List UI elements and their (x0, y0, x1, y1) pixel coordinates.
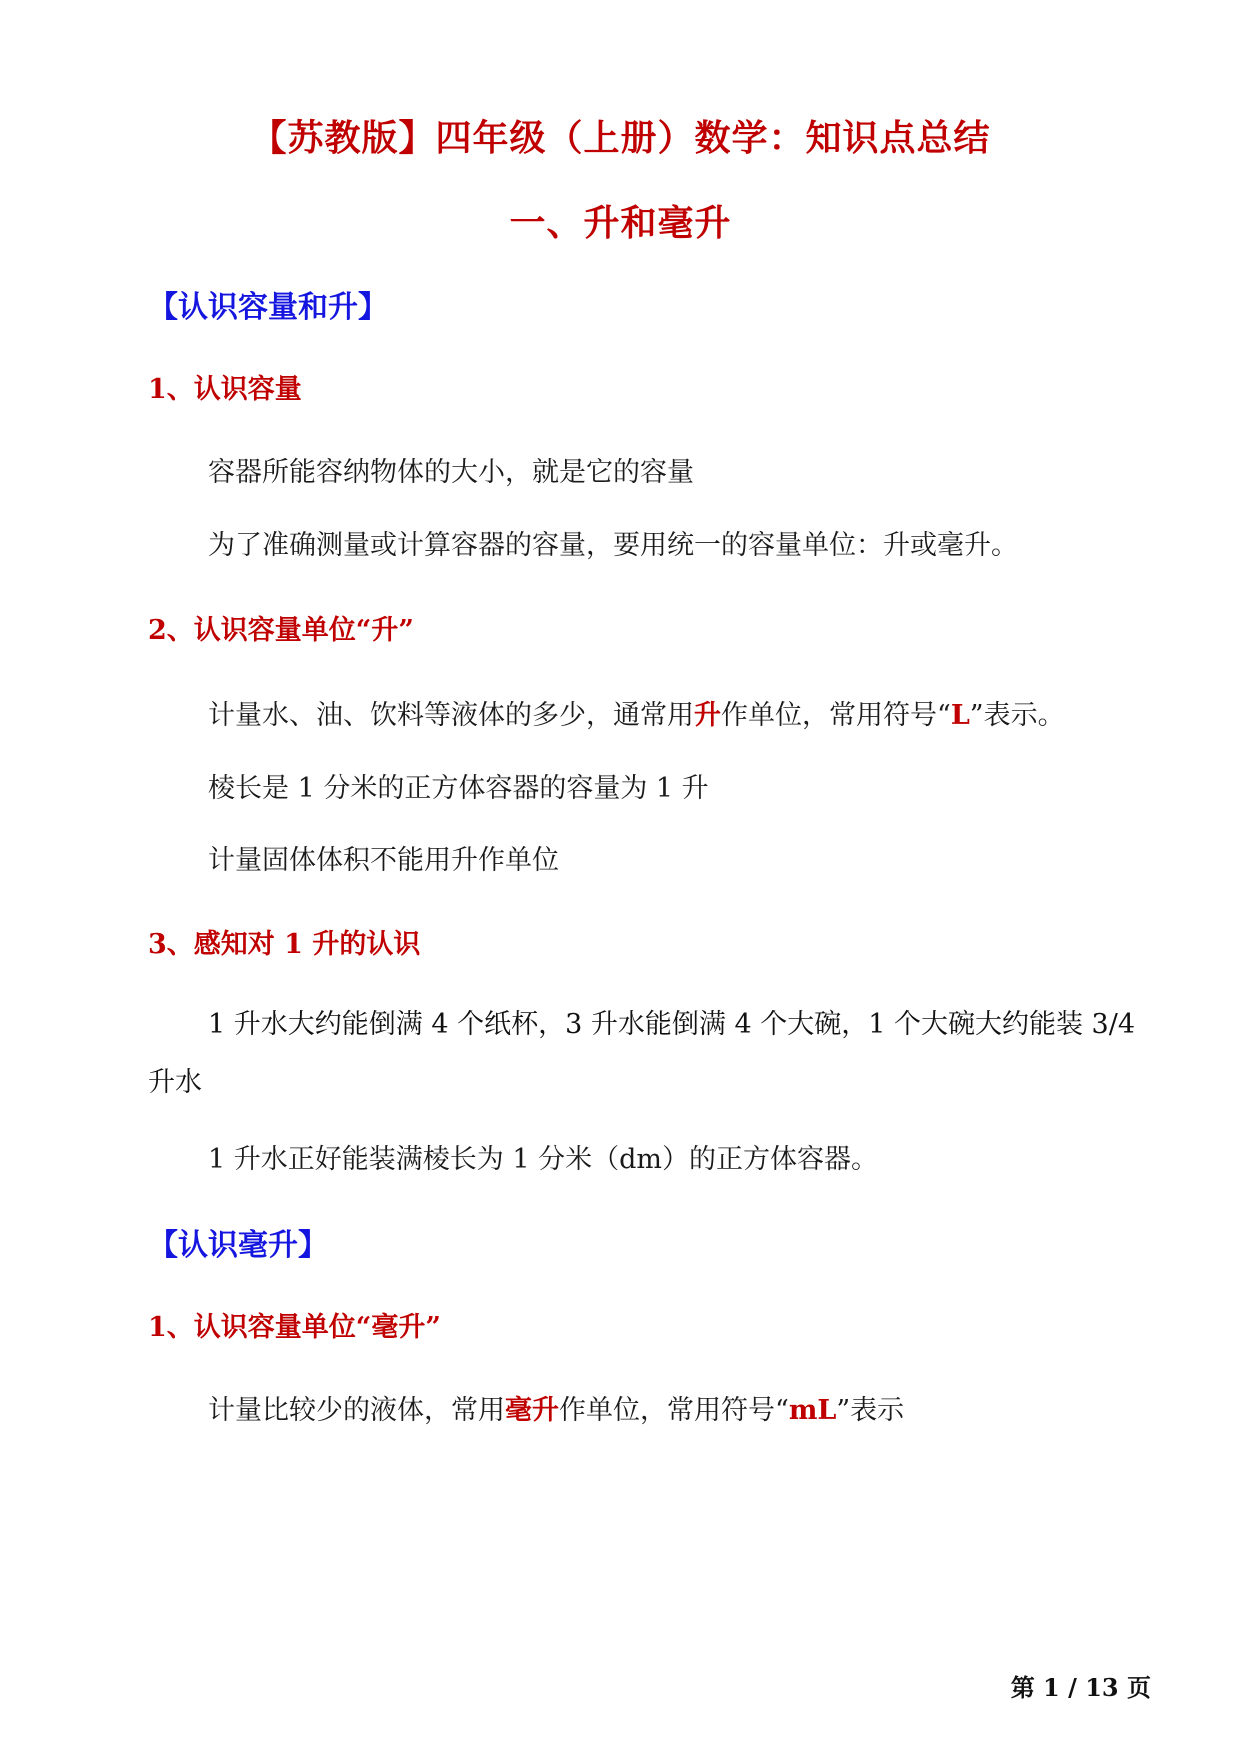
highlight-symbol-l: L (950, 700, 970, 731)
highlight-milliliter: 毫升 (505, 1395, 559, 1426)
section-heading-capacity-and-liter: 【认识容量和升】 (148, 290, 388, 325)
subheading-perceive-liter: 3、感知对 1 升的认识 (148, 929, 421, 960)
chapter-title: 一、升和毫升 (509, 202, 732, 244)
paragraph: 容器所能容纳物体的大小，就是它的容量 (208, 457, 694, 488)
paragraph-liter-symbol (208, 693, 1065, 732)
subheading-milliliter-unit: 1、认识容量单位“毫升” (148, 1312, 441, 1343)
text: ”表示。 (969, 700, 1065, 731)
paragraph-milliliter-symbol (208, 1388, 904, 1427)
text: ”表示 (836, 1395, 905, 1426)
text: 计量水、油、饮料等液体的多少，通常用 (208, 700, 694, 731)
text: 计量比较少的液体，常用 (208, 1395, 505, 1426)
paragraph: 为了准确测量或计算容器的容量，要用统一的容量单位：升或毫升。 (208, 530, 1018, 561)
text: 作单位，常用符号“ (559, 1395, 789, 1426)
paragraph: 棱长是 1 分米的正方体容器的容量为 1 升 (208, 773, 709, 804)
paragraph-wrapped: 1 升水大约能倒满 4 个纸杯，3 升水能倒满 4 个大碗，1 个大碗大约能装 3/4 升水 (148, 1009, 1136, 1098)
paragraph: 计量固体体积不能用升作单位 (208, 845, 559, 876)
subheading-capacity: 1、认识容量 (148, 374, 302, 405)
document-title: 【苏教版】四年级（上册）数学：知识点总结 (250, 117, 991, 159)
subheading-liter-unit: 2、认识容量单位“升” (148, 615, 414, 646)
highlight-liter: 升 (694, 700, 721, 731)
text: 作单位，常用符号“ (721, 700, 951, 731)
paragraph: 1 升水正好能装满棱长为 1 分米（dm）的正方体容器。 (208, 1144, 878, 1175)
highlight-symbol-ml: mL (788, 1395, 837, 1426)
page-number: 第 1 / 13 页 (1010, 1673, 1151, 1702)
section-heading-milliliter: 【认识毫升】 (148, 1228, 328, 1263)
